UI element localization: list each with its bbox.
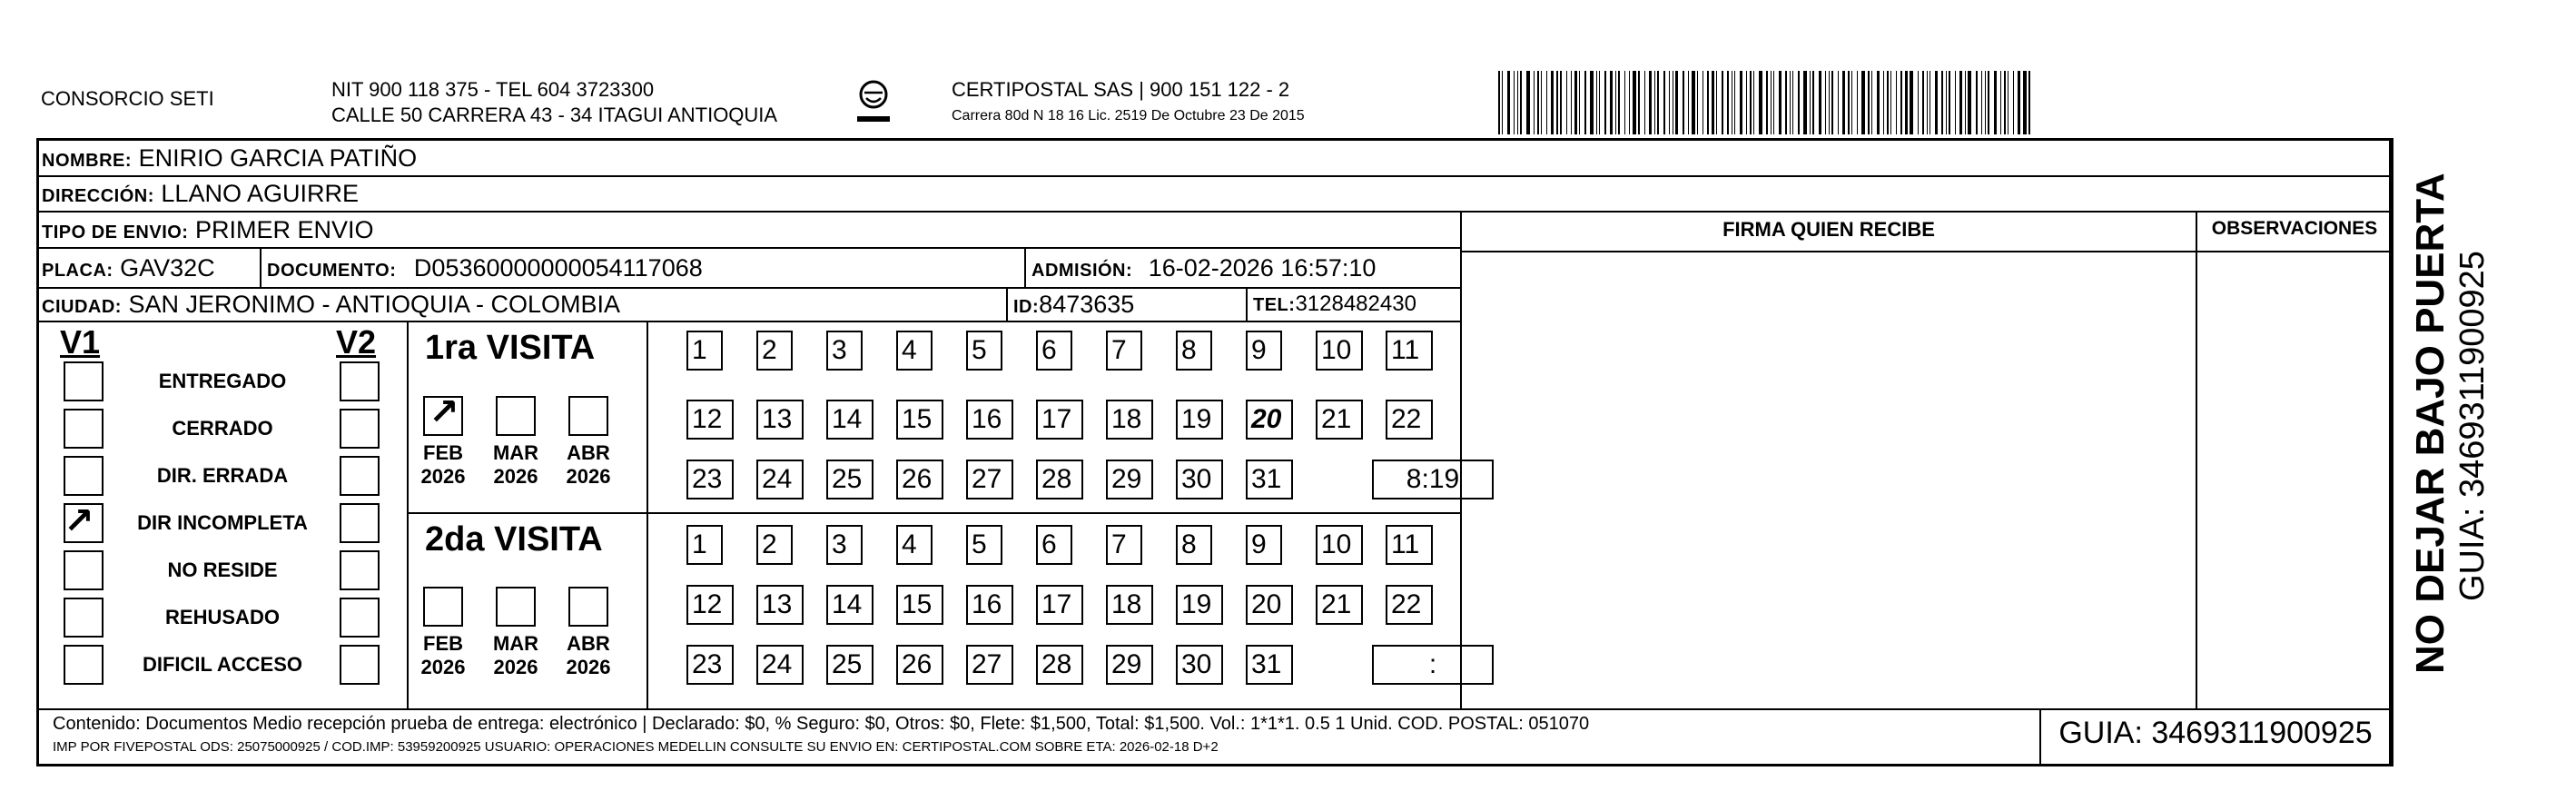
day-box[interactable]: 30: [1176, 645, 1223, 685]
month-checkbox[interactable]: [568, 396, 608, 436]
day-box[interactable]: 17: [1036, 400, 1083, 440]
barcode-bar: [1868, 71, 1870, 134]
barcode-bar: [1734, 71, 1735, 134]
day-box[interactable]: 24: [756, 645, 804, 685]
placa-value: GAV32C: [120, 254, 215, 282]
day-box[interactable]: 22: [1386, 400, 1433, 440]
direccion-label: DIRECCIÓN:: [42, 186, 154, 206]
v1-checkbox[interactable]: [64, 456, 104, 496]
barcode-bar: [1887, 71, 1889, 134]
documento-field: [267, 252, 703, 286]
id-field: [1013, 289, 1134, 322]
barcode-bar: [1688, 71, 1689, 134]
barcode-bar: [1507, 71, 1510, 134]
day-box[interactable]: 27: [966, 645, 1013, 685]
barcode-bar: [1498, 71, 1500, 134]
barcode-bar: [2028, 71, 2030, 134]
barcode-bar: [1590, 71, 1594, 134]
barcode-bar: [1981, 71, 1982, 134]
barcode-bar: [1927, 71, 1928, 134]
day-box[interactable]: 6: [1036, 331, 1072, 371]
day-box[interactable]: 31: [1246, 460, 1293, 499]
barcode-bar: [1560, 71, 1562, 134]
tel-field: [1253, 289, 1416, 321]
barcode-bar: [2013, 71, 2014, 134]
barcode-bar: [1819, 71, 1821, 134]
barcode-bar: [1669, 71, 1670, 134]
barcode-bar: [1896, 71, 1897, 134]
barcode-bar: [1537, 71, 1539, 134]
barcode-bar: [1654, 71, 1655, 134]
barcode-bar: [1584, 71, 1586, 134]
tel-value: 3128482430: [1295, 292, 1416, 316]
barcode-bar: [2000, 71, 2001, 134]
day-box[interactable]: 28: [1036, 645, 1083, 685]
day-box[interactable]: 6: [1036, 525, 1072, 565]
day-box[interactable]: 20: [1246, 400, 1293, 440]
barcode-bar: [1750, 71, 1752, 134]
barcode-bar: [1900, 71, 1902, 134]
reason-label: NO RESIDE: [167, 559, 278, 581]
year-label: 2026: [566, 656, 611, 678]
day-box[interactable]: 18: [1106, 400, 1153, 440]
barcode-bar: [1683, 71, 1684, 134]
no-dejar-bajo-puerta: NO DEJAR BAJO PUERTA: [2408, 173, 2453, 674]
day-box[interactable]: 9: [1246, 525, 1282, 565]
footer-guia: GUIA: 3469311900925: [2058, 716, 2373, 750]
day-box[interactable]: 31: [1246, 645, 1293, 685]
placa-field: [42, 252, 215, 286]
barcode-bar: [1692, 71, 1695, 134]
year-label: 2026: [420, 465, 466, 488]
day-box[interactable]: 15: [896, 585, 943, 625]
barcode-bar: [1773, 71, 1774, 134]
barcode-bar: [1534, 71, 1535, 134]
barcode-bar: [1566, 71, 1567, 134]
month-label: MAR: [492, 441, 539, 464]
barcode-bar: [1890, 71, 1891, 134]
day-box[interactable]: 10: [1316, 525, 1363, 565]
month-label: ABR: [567, 632, 610, 655]
day-box[interactable]: 8: [1176, 525, 1212, 565]
side-guia: GUIA: 3469311900925: [2453, 251, 2492, 601]
day-box[interactable]: 15: [896, 400, 943, 440]
barcode-bar: [1556, 71, 1558, 134]
v2-checkbox[interactable]: [340, 550, 380, 590]
day-box[interactable]: 1: [686, 525, 723, 565]
company-name: CONSORCIO SETI: [41, 87, 214, 110]
barcode-bar: [1877, 71, 1880, 134]
v2-checkbox[interactable]: [340, 598, 380, 638]
barcode-bar: [1514, 71, 1515, 134]
admision-field: [1031, 252, 1376, 286]
day-box[interactable]: 24: [756, 460, 804, 499]
v2-heading: V2: [336, 323, 377, 361]
barcode-bar: [1633, 71, 1636, 134]
day-box[interactable]: 30: [1176, 460, 1223, 499]
ciudad-field: [42, 289, 620, 322]
barcode-bar: [1697, 71, 1698, 134]
day-box[interactable]: 12: [686, 400, 734, 440]
day-box[interactable]: 18: [1106, 585, 1153, 625]
barcode-bar: [1918, 71, 1919, 134]
carrier-line: CERTIPOSTAL SAS | 900 151 122 - 2: [952, 78, 1290, 101]
firma-label: FIRMA QUIEN RECIBE: [1722, 218, 1935, 241]
day-box[interactable]: 1: [686, 331, 723, 371]
barcode-bar: [1551, 71, 1554, 134]
day-box[interactable]: 4: [896, 525, 933, 565]
barcode-bar: [1716, 71, 1717, 134]
v1-heading: V1: [60, 323, 101, 361]
documento-value: D05360000000054117068: [413, 254, 703, 282]
id-value: 8473635: [1039, 291, 1135, 318]
barcode-bar: [1829, 71, 1830, 134]
year-label: 2026: [566, 465, 611, 488]
address-line: CALLE 50 CARRERA 43 - 34 ITAGUI ANTIOQUIA: [331, 104, 778, 126]
v1-checkbox[interactable]: [64, 598, 104, 638]
barcode-bar: [2023, 71, 2027, 134]
day-box[interactable]: 3: [826, 331, 863, 371]
barcode-bar: [1825, 71, 1826, 134]
day-box[interactable]: 14: [826, 585, 873, 625]
barcode-bar: [2018, 71, 2020, 134]
barcode-bar: [1946, 71, 1947, 134]
nit-line: NIT 900 118 375 - TEL 604 3723300: [331, 78, 655, 101]
barcode-bar: [1638, 71, 1640, 134]
day-box[interactable]: 19: [1176, 585, 1223, 625]
barcode-bar: [1792, 71, 1793, 134]
visit2-title: 2da VISITA: [425, 520, 603, 559]
month-checkbox[interactable]: [496, 396, 536, 436]
admision-label: ADMISIÓN:: [1031, 261, 1133, 281]
day-box[interactable]: 23: [686, 460, 734, 499]
direccion-field: [42, 178, 359, 212]
nombre-value: ENIRIO GARCIA PATIÑO: [138, 144, 418, 172]
barcode-bar: [1727, 71, 1729, 134]
reason-label: DIR INCOMPLETA: [137, 511, 308, 534]
barcode-bar: [1712, 71, 1714, 134]
day-box[interactable]: 27: [966, 460, 1013, 499]
footer-contenido: Contenido: Documentos Medio recepción prueba de entrega: electrónico | Declarado: $0, % Seguro: $0, Otros: $0, Flete: $1,500, Total: $1,500. Vol.: 1*1*1. 0.5 1 Unid. COD. POSTAL: 051070: [53, 714, 1590, 734]
barcode-bar: [1941, 71, 1943, 134]
barcode-bar: [1526, 71, 1530, 134]
barcode-bar: [1871, 71, 1872, 134]
barcode-bar: [1517, 71, 1518, 134]
barcode-bar: [1831, 71, 1833, 134]
barcode-bar: [1779, 71, 1781, 134]
time-box[interactable]: 8:19: [1372, 460, 1494, 499]
month-checkbox[interactable]: [568, 587, 608, 627]
barcode-bar: [1657, 71, 1659, 134]
footer-imp: IMP POR FIVEPOSTAL ODS: 25075000925 / COD.IMP: 53959200925 USUARIO: OPERACIONES MEDELLIN CONSULTE SU ENVIO EN: CERTIPOSTAL.COM SOBRE ETA: 2026-02-18 D+2: [53, 739, 1219, 755]
tipo-envio-field: [42, 214, 374, 248]
v2-checkbox[interactable]: [340, 503, 380, 543]
barcode-bar: [2004, 71, 2006, 134]
barcode-bar: [1624, 71, 1625, 134]
day-box[interactable]: 20: [1246, 585, 1293, 625]
day-box[interactable]: 7: [1106, 525, 1142, 565]
barcode-bar: [1988, 71, 1989, 134]
barcode-bar: [1596, 71, 1597, 134]
barcode-bar: [1959, 71, 1962, 134]
barcode-bar: [1722, 71, 1723, 134]
year-label: 2026: [493, 465, 538, 488]
barcode-bar: [1771, 71, 1772, 134]
barcode-bar: [1766, 71, 1768, 134]
v1-checkmark-icon: ↗: [64, 500, 94, 542]
month-label: FEB: [423, 632, 463, 655]
day-box[interactable]: 25: [826, 460, 873, 499]
day-box[interactable]: 11: [1386, 525, 1433, 565]
barcode-bar: [1759, 71, 1762, 134]
day-box[interactable]: 16: [966, 400, 1013, 440]
reason-label: DIR. ERRADA: [156, 464, 289, 487]
barcode-bar: [1746, 71, 1747, 134]
documento-label: DOCUMENTO:: [267, 261, 397, 281]
tel-label: TEL:: [1253, 295, 1296, 315]
id-label: ID:: [1013, 297, 1040, 317]
time-box[interactable]: :: [1372, 645, 1494, 685]
barcode-bar: [1883, 71, 1884, 134]
barcode-bar: [1599, 71, 1600, 134]
day-box[interactable]: 17: [1036, 585, 1083, 625]
v1-checkbox[interactable]: [64, 361, 104, 401]
reason-label: REHUSADO: [165, 606, 280, 628]
carrier-subline: Carrera 80d N 18 16 Lic. 2519 De Octubre 23 De 2015: [952, 108, 1305, 124]
day-box[interactable]: 26: [896, 460, 943, 499]
day-box[interactable]: 12: [686, 585, 734, 625]
day-box[interactable]: 13: [756, 400, 804, 440]
barcode-bar: [1798, 71, 1800, 134]
barcode-bar: [1810, 71, 1811, 134]
day-box[interactable]: 9: [1246, 331, 1282, 371]
barcode-bar: [1838, 71, 1839, 134]
tipo-envio-label: TIPO DE ENVIO:: [42, 222, 189, 242]
barcode-bar: [1851, 71, 1852, 134]
v1-checkbox[interactable]: [64, 645, 104, 685]
barcode-bar: [1965, 71, 1966, 134]
barcode-bar: [1618, 71, 1620, 134]
day-box[interactable]: 5: [966, 525, 1002, 565]
day-box[interactable]: 8: [1176, 331, 1212, 371]
month-label: MAR: [492, 632, 539, 655]
barcode-bar: [1663, 71, 1665, 134]
v1-checkbox[interactable]: [64, 409, 104, 449]
day-box[interactable]: 2: [756, 525, 793, 565]
visit1-title: 1ra VISITA: [425, 329, 596, 367]
day-box[interactable]: 21: [1316, 400, 1363, 440]
day-box[interactable]: 7: [1106, 331, 1142, 371]
barcode-bar: [1615, 71, 1616, 134]
day-box[interactable]: 13: [756, 585, 804, 625]
day-box[interactable]: 21: [1316, 585, 1363, 625]
day-box[interactable]: 19: [1176, 400, 1223, 440]
v2-checkbox[interactable]: [340, 456, 380, 496]
barcode-bar: [1861, 71, 1865, 134]
admision-value: 16-02-2026 16:57:10: [1148, 254, 1377, 282]
barcode-bar: [1571, 71, 1572, 134]
day-box[interactable]: 11: [1386, 331, 1433, 371]
day-box[interactable]: 29: [1106, 645, 1153, 685]
feb-checkmark-icon: ↗: [429, 391, 459, 433]
day-box[interactable]: 23: [686, 645, 734, 685]
barcode-bar: [1905, 71, 1908, 134]
barcode-bar: [1610, 71, 1613, 134]
barcode-bar: [1910, 71, 1913, 134]
barcode-bar: [1675, 71, 1678, 134]
barcode-bar: [1541, 71, 1542, 134]
barcode-bar: [1790, 71, 1791, 134]
nombre-field: [42, 143, 417, 176]
day-box[interactable]: 2: [756, 331, 793, 371]
month-label: FEB: [423, 441, 463, 464]
barcode-bar: [1502, 71, 1503, 134]
nombre-label: NOMBRE:: [42, 151, 133, 171]
barcode-bar: [1707, 71, 1709, 134]
day-box[interactable]: 26: [896, 645, 943, 685]
day-box[interactable]: 3: [826, 525, 863, 565]
barcode-bar: [1848, 71, 1850, 134]
barcode-bar: [1968, 71, 1971, 134]
v2-checkbox[interactable]: [340, 645, 380, 685]
day-box[interactable]: 22: [1386, 585, 1433, 625]
day-box[interactable]: 14: [826, 400, 873, 440]
barcode-bar: [1803, 71, 1807, 134]
v2-checkbox[interactable]: [340, 409, 380, 449]
barcode-bar: [1955, 71, 1956, 134]
barcode-bar: [1579, 71, 1580, 134]
barcode-bar: [1994, 71, 1997, 134]
barcode-bar: [1985, 71, 1986, 134]
v1-checkbox[interactable]: [64, 550, 104, 590]
reason-label: CERRADO: [172, 417, 273, 440]
barcode-bar: [1753, 71, 1754, 134]
direccion-value: LLANO AGUIRRE: [161, 180, 359, 207]
month-checkbox[interactable]: [423, 587, 463, 627]
barcode-bar: [1574, 71, 1577, 134]
placa-label: PLACA:: [42, 261, 114, 281]
barcode-bar: [1740, 71, 1742, 134]
day-box[interactable]: 29: [1106, 460, 1153, 499]
month-label: ABR: [567, 441, 610, 464]
observaciones-label: OBSERVACIONES: [2211, 218, 2378, 239]
reason-label: DIFICIL ACCESO: [142, 653, 302, 676]
day-box[interactable]: 4: [896, 331, 933, 371]
day-box[interactable]: 5: [966, 331, 1002, 371]
barcode-bar: [1935, 71, 1938, 134]
ciudad-value: SAN JERONIMO - ANTIOQUIA - COLOMBIA: [128, 291, 621, 318]
month-checkbox[interactable]: [496, 587, 536, 627]
barcode-bar: [1629, 71, 1630, 134]
day-box[interactable]: 10: [1316, 331, 1363, 371]
tipo-envio-value: PRIMER ENVIO: [194, 216, 374, 243]
ciudad-label: CIUDAD:: [42, 297, 122, 317]
barcode: [1498, 71, 2225, 134]
barcode-bar: [1949, 71, 1950, 134]
barcode-bar: [1976, 71, 1978, 134]
day-box[interactable]: 25: [826, 645, 873, 685]
barcode-bar: [1785, 71, 1787, 134]
year-label: 2026: [420, 656, 466, 678]
barcode-bar: [1842, 71, 1845, 134]
barcode-bar: [1857, 71, 1858, 134]
v2-checkbox[interactable]: [340, 361, 380, 401]
barcode-bar: [1812, 71, 1814, 134]
reason-label: ENTREGADO: [158, 370, 287, 392]
year-label: 2026: [493, 656, 538, 678]
barcode-bar: [1922, 71, 1924, 134]
barcode-bar: [1546, 71, 1547, 134]
barcode-bar: [1520, 71, 1522, 134]
barcode-bar: [1649, 71, 1652, 134]
barcode-bar: [1604, 71, 1606, 134]
day-box[interactable]: 28: [1036, 460, 1083, 499]
certipostal-logo: [854, 78, 893, 131]
day-box[interactable]: 16: [966, 585, 1013, 625]
barcode-bar: [1644, 71, 1645, 134]
